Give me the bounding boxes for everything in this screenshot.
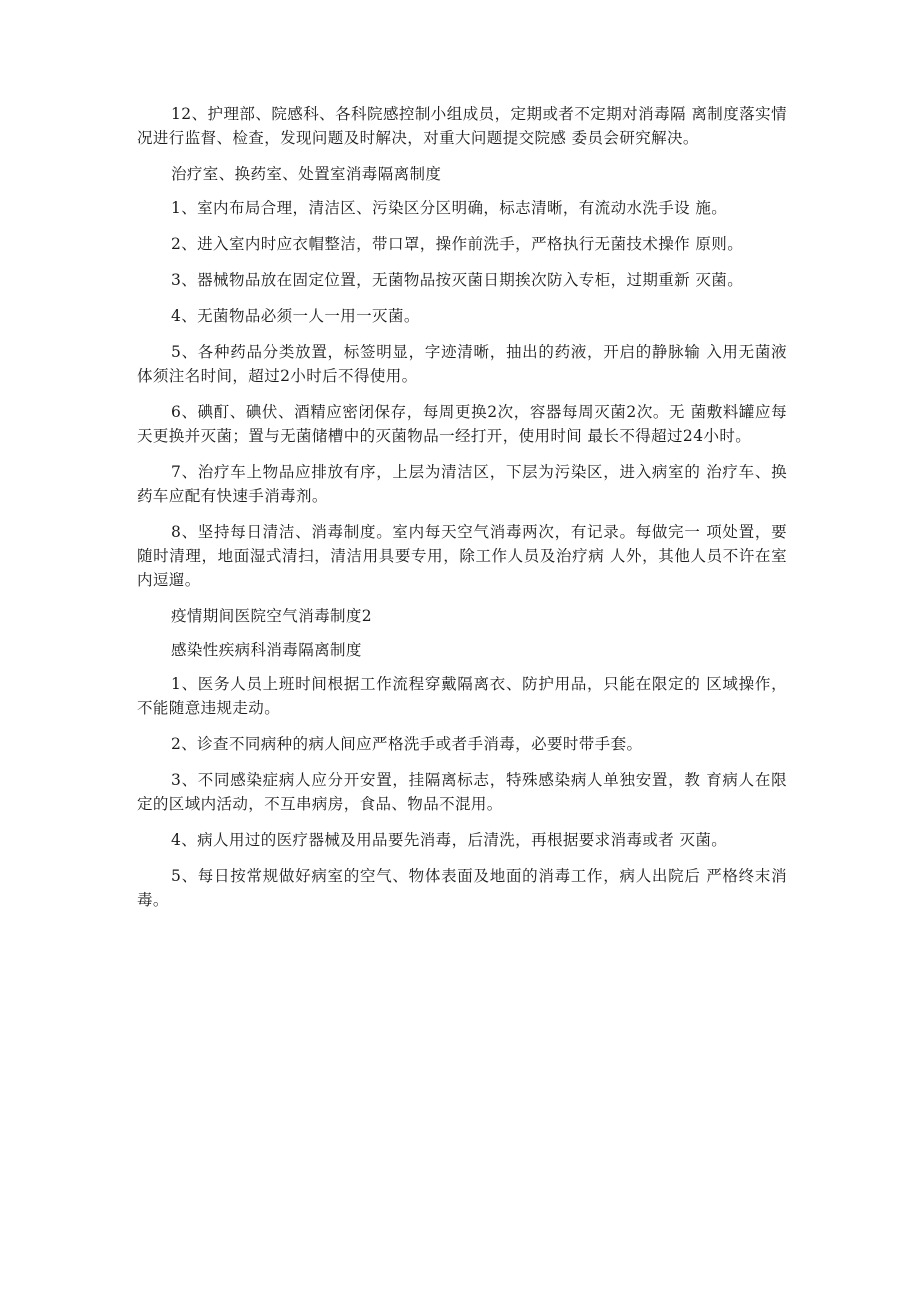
paragraph-rule-6: 6、碘酊、碘伏、酒精应密闭保存，每周更换2次，容器每周灭菌2次。无 菌敷料罐应每天更换并灭菌；置与无菌储槽中的灭菌物品一经打开，使用时间 最长不得超过24小时。 bbox=[137, 403, 787, 445]
paragraph-infect-rule-4: 4、病人用过的医疗器械及用品要先消毒，后清洗，再根据要求消毒或者 灭菌。 bbox=[171, 831, 728, 849]
paragraph-rule-1: 1、室内布局合理，清洁区、污染区分区明确，标志清晰，有流动水洗手设 施。 bbox=[171, 199, 728, 217]
paragraph-rule-4: 4、无菌物品必须一人一用一灭菌。 bbox=[171, 307, 420, 325]
paragraph-rule-5: 5、各种药品分类放置，标签明显，字迹清晰，抽出的药液，开启的静脉输 入用无菌液体须注名时间，超过2小时后不得使用。 bbox=[137, 343, 787, 385]
document-body bbox=[137, 102, 787, 924]
paragraph-rule-7: 7、治疗车上物品应排放有序，上层为清洁区，下层为污染区，进入病室的 治疗车、换药车应配有快速手消毒剂。 bbox=[137, 463, 787, 505]
paragraph-infect-rule-5: 5、每日按常规做好病室的空气、物体表面及地面的消毒工作，病人出院后 严格终末消毒。 bbox=[137, 867, 787, 909]
paragraph-infect-rule-2: 2、诊查不同病种的病人间应严格洗手或者手消毒，必要时带手套。 bbox=[171, 735, 643, 753]
section-heading-infectious-dept: 感染性疾病科消毒隔离制度 bbox=[171, 641, 362, 659]
paragraph-rule-2: 2、进入室内时应衣帽整洁，带口罩，操作前洗手，严格执行无菌技术操作 原则。 bbox=[171, 235, 744, 253]
paragraph-rule-8: 8、坚持每日清洁、消毒制度。室内每天空气消毒两次，有记录。每做完一 项处置，要随时清理，地面湿式清扫，清洁用具要专用，除工作人员及治疗病 人外，其他人员不许在室内逗遛。 bbox=[137, 523, 787, 589]
section-heading-air-disinfection: 疫情期间医院空气消毒制度2 bbox=[171, 607, 373, 625]
paragraph-supervision: 12、护理部、院感科、各科院感控制小组成员，定期或者不定期对消毒隔 离制度落实情况进行监督、检查，发现问题及时解决，对重大问题提交院感 委员会研究解决。 bbox=[137, 105, 787, 147]
paragraph-infect-rule-3: 3、不同感染症病人应分开安置，挂隔离标志，特殊感染病人单独安置，教 育病人在限定的区域内活动，不互串病房，食品、物品不混用。 bbox=[137, 771, 787, 813]
paragraph-rule-3: 3、器械物品放在固定位置，无菌物品按灭菌日期挨次防入专柜，过期重新 灭菌。 bbox=[171, 271, 744, 289]
paragraph-infect-rule-1: 1、医务人员上班时间根据工作流程穿戴隔离衣、防护用品，只能在限定的 区域操作，不能随意违规走动。 bbox=[137, 675, 787, 717]
section-heading-treatment-room: 治疗室、换药室、处置室消毒隔离制度 bbox=[171, 165, 442, 183]
